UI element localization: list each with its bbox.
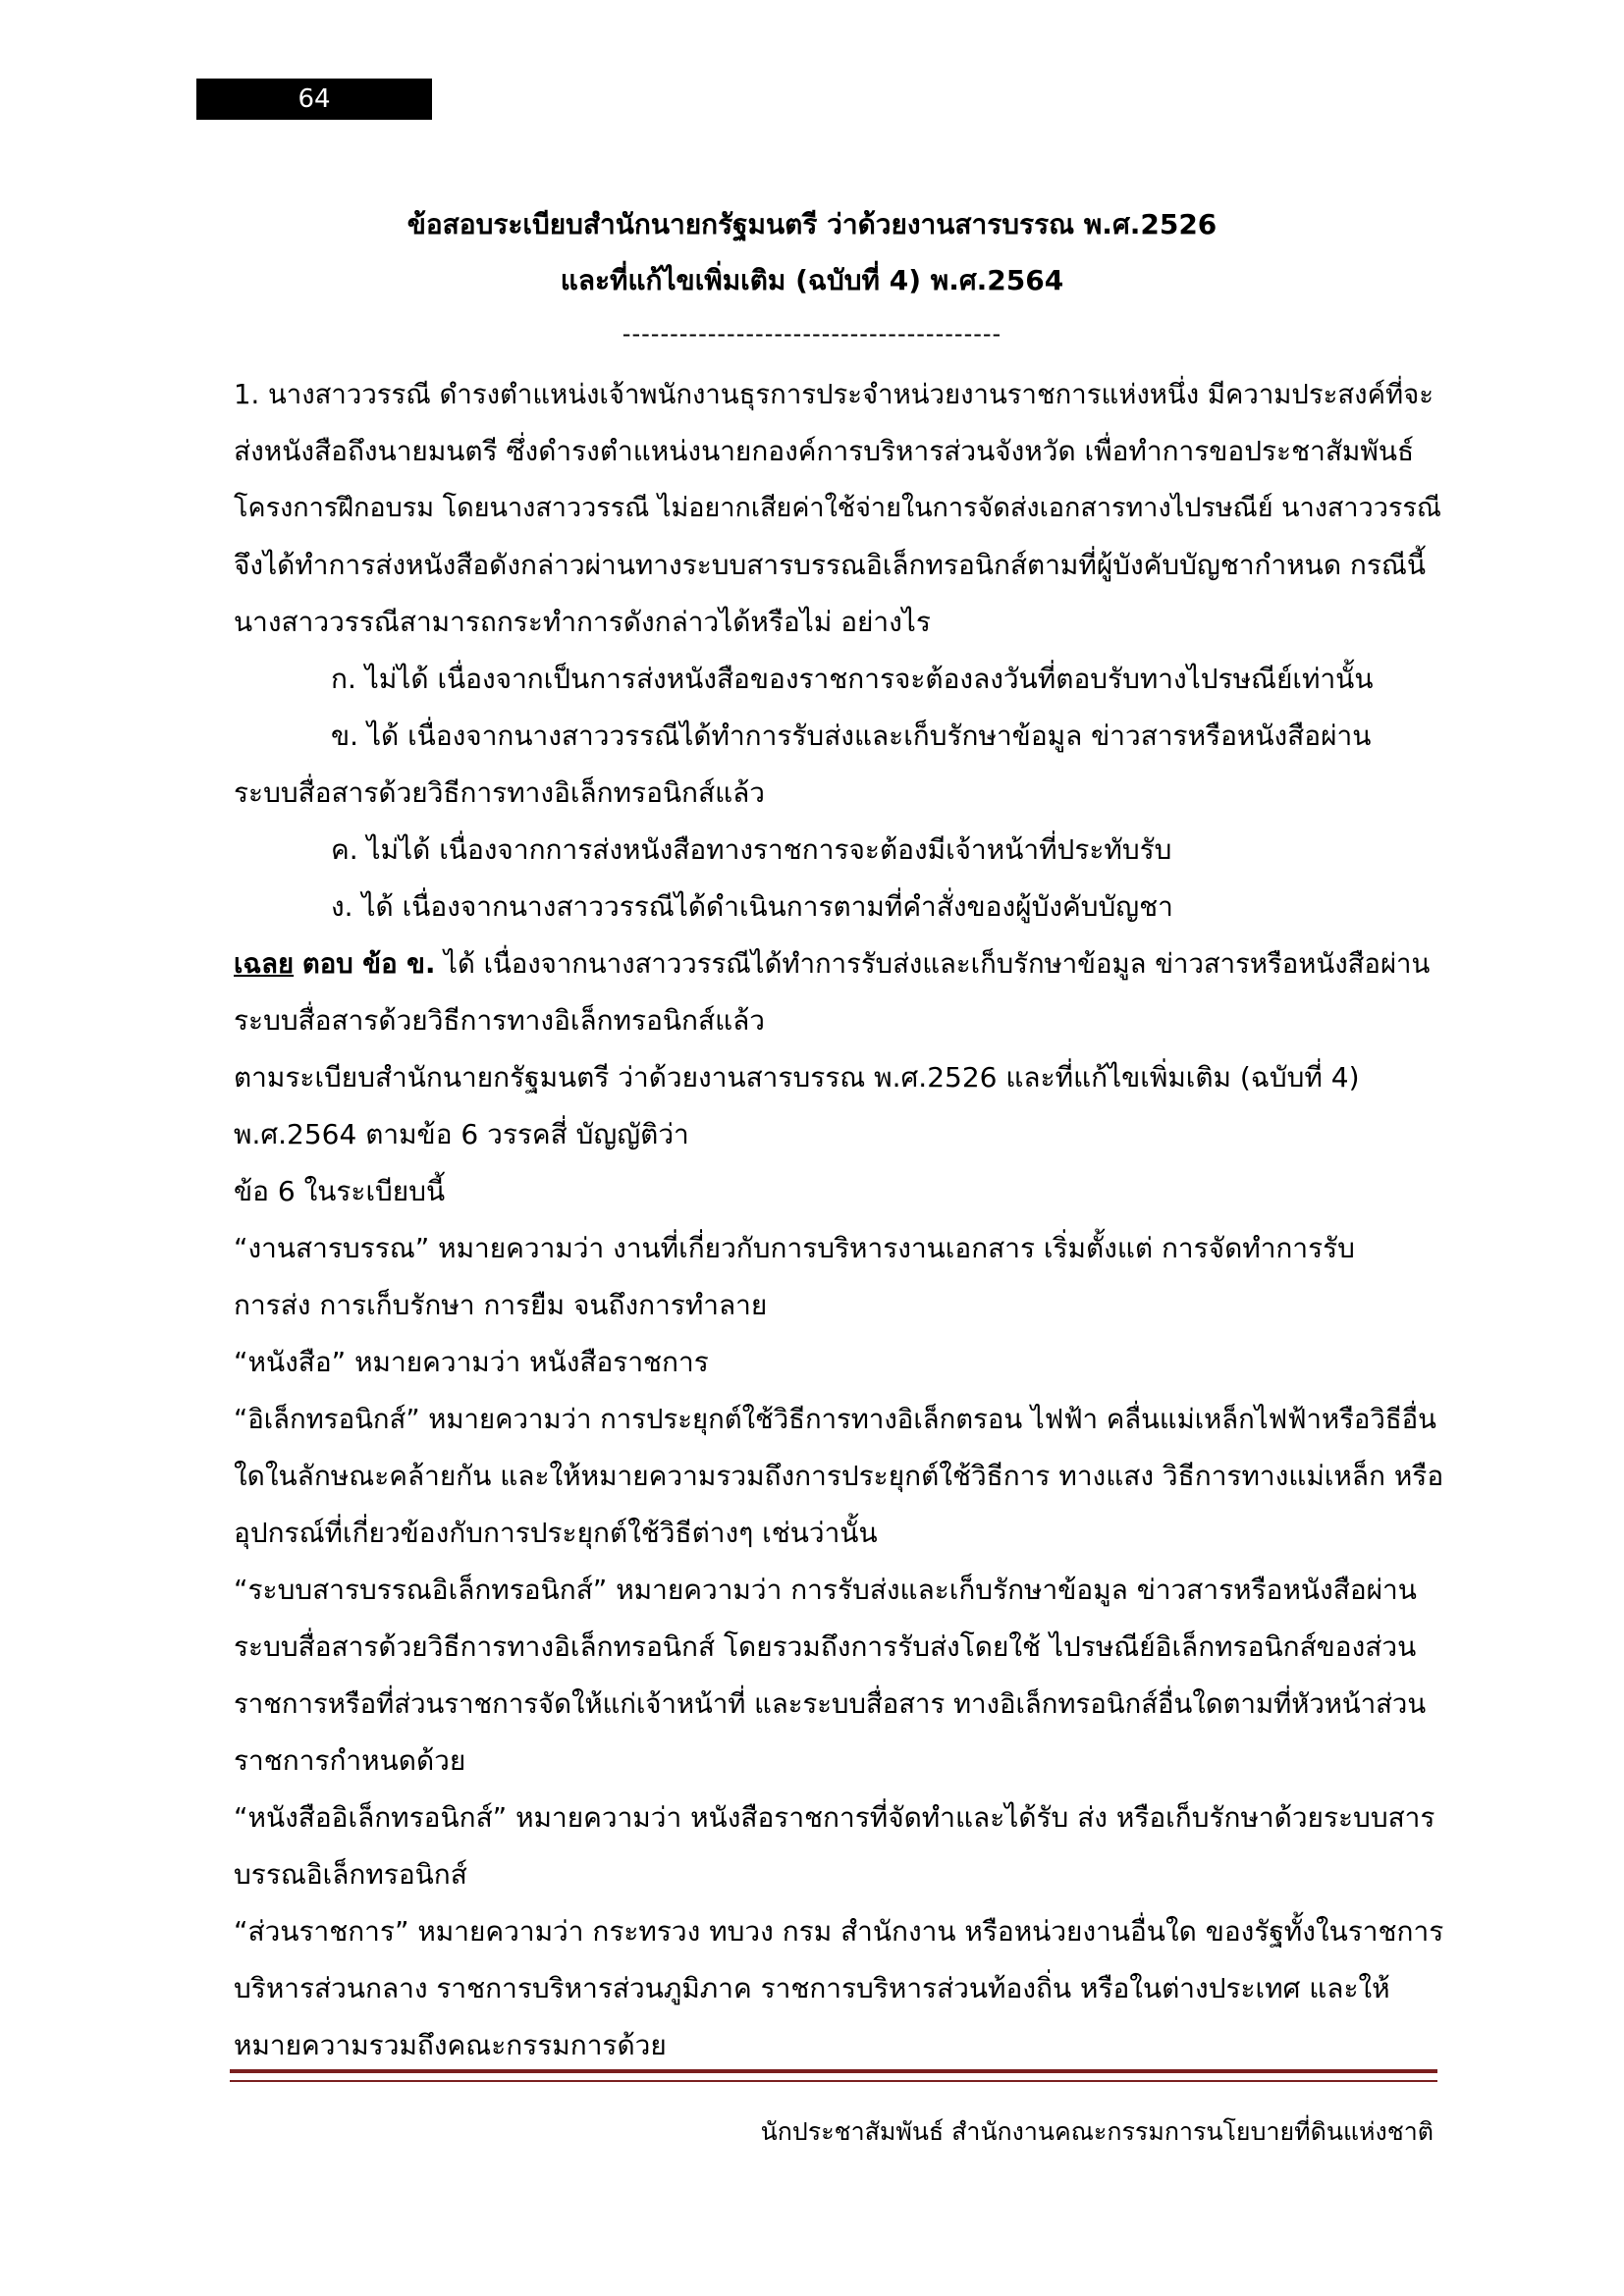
document-title-line-2: และที่แก้ไขเพิ่มเติม (ฉบับที่ 4) พ.ศ.2564 (560, 264, 1064, 296)
choice-d: ง. ได้ เนื่องจากนางสาววรรณีได้ดำเนินการตามที่คำสั่งของผู้บังคับบัญชา (331, 890, 1173, 923)
page-footer: นักประชาสัมพันธ์ สำนักงานคณะกรรมการนโยบายที่ดินแห่งชาติ (760, 2117, 1434, 2146)
explanation-line: “ส่วนราชการ” หมายความว่า กระทรวง ทบวง กรม สำนักงาน หรือหน่วยงานอื่นใด ของรัฐทั้งในราชการ (234, 1915, 1444, 1948)
answer-label: เฉลย (234, 948, 295, 980)
explanation-line: ราชการกำหนดด้วย (234, 1744, 466, 1777)
choice-b: ข. ได้ เนื่องจากนางสาววรรณีได้ทำการรับส่งและเก็บรักษาข้อมูล ข่าวสารหรือหนังสือผ่าน (331, 720, 1372, 752)
document-title-line-1: ข้อสอบระเบียบสำนักนายกรัฐมนตรี ว่าด้วยงานสารบรรณ พ.ศ.2526 (406, 208, 1218, 240)
page-number: 64 (196, 79, 432, 120)
question-line: 1. นางสาววรรณี ดำรงตำแหน่งเจ้าพนักงานธุรการประจำหน่วยงานราชการแห่งหนึ่ง มีความประสงค์ที่จะ (234, 379, 1435, 410)
explanation-line: บริหารส่วนกลาง ราชการบริหารส่วนภูมิภาค ราชการบริหารส่วนท้องถิ่น หรือในต่างประเทศ และให้ (234, 1972, 1390, 2004)
title-separator: ---------------------------------------- (622, 320, 1002, 347)
explanation-line: หมายความรวมถึงคณะกรรมการด้วย (234, 2029, 667, 2061)
explanation-line: ระบบสื่อสารด้วยวิธีการทางอิเล็กทรอนิกส์ โดยรวมถึงการรับส่งโดยใช้ ไปรษณีย์อิเล็กทรอนิกส์ของส่วน (234, 1630, 1417, 1663)
explanation-line: อุปกรณ์ที่เกี่ยวข้องกับการประยุกต์ใช้วิธีต่างๆ เช่นว่านั้น (234, 1517, 878, 1549)
question-line: ส่งหนังสือถึงนายมนตรี ซึ่งดำรงตำแหน่งนายกองค์การบริหารส่วนจังหวัด เพื่อทำการขอประชาสัมพันธ์ (234, 435, 1415, 467)
explanation-line: พ.ศ.2564 ตามข้อ 6 วรรคสี่ บัญญัติว่า (234, 1118, 689, 1150)
footer-rule-thick (230, 2069, 1437, 2073)
answer-line (234, 940, 1430, 988)
explanation-line: “งานสารบรรณ” หมายความว่า งานที่เกี่ยวกับการบริหารงานเอกสาร เริ่มตั้งแต่ การจัดทำการรับ (234, 1232, 1355, 1264)
explanation-line: “หนังสือ” หมายความว่า หนังสือราชการ (234, 1346, 709, 1378)
explanation-line: บรรณอิเล็กทรอนิกส์ (234, 1858, 467, 1891)
answer-choice: ตอบ ข้อ ข. (301, 948, 436, 980)
question-line: โครงการฝึกอบรม โดยนางสาววรรณี ไม่อยากเสียค่าใช้จ่ายในการจัดส่งเอกสารทางไปรษณีย์ นางสาววรรณี (234, 493, 1441, 523)
explanation-line: ตามระเบียบสำนักนายกรัฐมนตรี ว่าด้วยงานสารบรรณ พ.ศ.2526 และที่แก้ไขเพิ่มเติม (ฉบับที่ 4) (234, 1061, 1360, 1094)
explanation-line: ข้อ 6 ในระเบียบนี้ (234, 1175, 446, 1207)
explanation-line: ราชการหรือที่ส่วนราชการจัดให้แก่เจ้าหน้าที่ และระบบสื่อสาร ทางอิเล็กทรอนิกส์อื่นใดตามที่หัวหน้าส่วน (234, 1688, 1427, 1720)
explanation-line: “หนังสืออิเล็กทรอนิกส์” หมายความว่า หนังสือราชการที่จัดทำและได้รับ ส่ง หรือเก็บรักษาด้วยระบบสาร (234, 1801, 1435, 1834)
explanation-line: “ระบบสารบรรณอิเล็กทรอนิกส์” หมายความว่า การรับส่งและเก็บรักษาข้อมูล ข่าวสารหรือหนังสือผ่าน (234, 1574, 1417, 1606)
question-line: จึงได้ทำการส่งหนังสือดังกล่าวผ่านทางระบบสารบรรณอิเล็กทรอนิกส์ตามที่ผู้บังคับบัญชากำหนด กรณีนี้ (234, 549, 1427, 581)
choice-c: ค. ไม่ได้ เนื่องจากการส่งหนังสือทางราชการจะต้องมีเจ้าหน้าที่ประทับรับ (331, 833, 1172, 866)
answer-line-continued: ระบบสื่อสารด้วยวิธีการทางอิเล็กทรอนิกส์แล้ว (234, 1004, 765, 1037)
answer-text: ได้ เนื่องจากนางสาววรรณีได้ทำการรับส่งและเก็บรักษาข้อมูล ข่าวสารหรือหนังสือผ่าน (435, 948, 1431, 980)
question-line: นางสาววรรณีสามารถกระทำการดังกล่าวได้หรือไม่ อย่างไร (234, 606, 931, 638)
choice-b-continued: ระบบสื่อสารด้วยวิธีการทางอิเล็กทรอนิกส์แล้ว (234, 776, 765, 809)
explanation-line: ใดในลักษณะคล้ายกัน และให้หมายความรวมถึงการประยุกต์ใช้วิธีการ ทางแสง วิธีการทางแม่เหล็ก หรือ (234, 1460, 1444, 1492)
choice-a: ก. ไม่ได้ เนื่องจากเป็นการส่งหนังสือของราชการจะต้องลงวันที่ตอบรับทางไปรษณีย์เท่านั้น (331, 663, 1374, 695)
explanation-line: การส่ง การเก็บรักษา การยืม จนถึงการทำลาย (234, 1289, 768, 1321)
footer-rule-thin (230, 2080, 1437, 2082)
explanation-line: “อิเล็กทรอนิกส์” หมายความว่า การประยุกต์ใช้วิธีการทางอิเล็กตรอน ไฟฟ้า คลื่นแม่เหล็กไฟฟ้าหรือวิธีอื่น (234, 1404, 1436, 1435)
